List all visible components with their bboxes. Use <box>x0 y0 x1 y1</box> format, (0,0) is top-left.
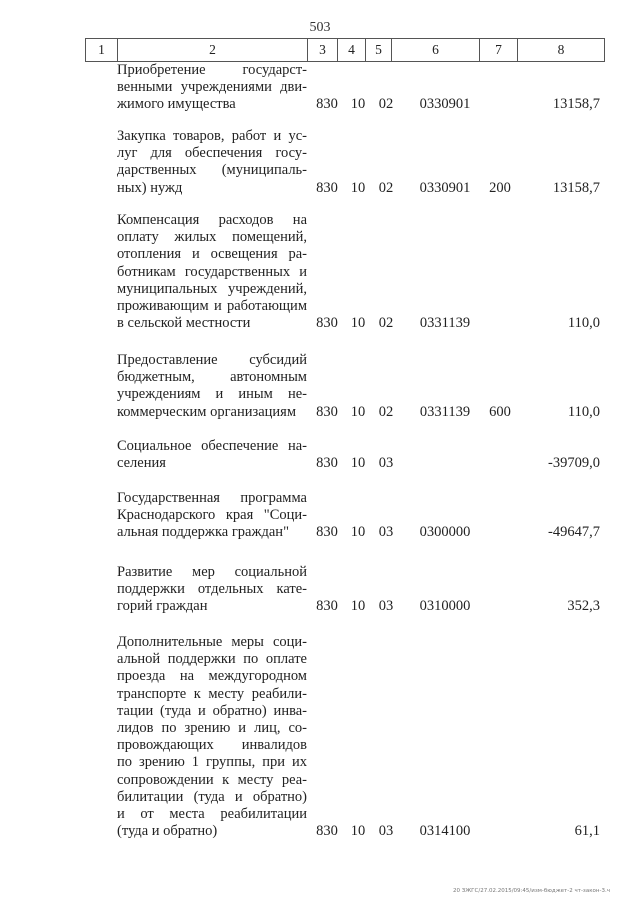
row-cell-c3: 830 <box>316 598 338 615</box>
row-name-line: Предоставление субсидий <box>117 352 307 368</box>
row-cell-c5: 02 <box>378 96 394 113</box>
row-name-line: Развитие мер социальной <box>117 564 307 580</box>
row-cell-c4: 10 <box>350 96 366 113</box>
row-cell-c8: 110,0 <box>567 315 600 332</box>
row-cell-c5: 03 <box>378 823 394 840</box>
row-cell-c4: 10 <box>350 598 366 615</box>
row-name-line: дарственных (муниципаль- <box>117 162 307 179</box>
row-cell-c3: 830 <box>316 96 338 113</box>
row-name-line: транспорте к месту реабили- <box>117 685 307 702</box>
row-name-line: оплату жилых помещений, <box>117 229 307 246</box>
row-cell-c5: 02 <box>378 403 394 420</box>
row-name-line: проезда на междугородном <box>117 668 307 685</box>
row-name-line: ботникам государственных и <box>117 263 307 280</box>
row-cell-c8: 13158,7 <box>552 179 600 196</box>
row-name-line: ных) нужд <box>117 179 183 196</box>
row-cell-c3: 830 <box>316 455 338 472</box>
row-cell-c5: 03 <box>378 524 394 541</box>
row-name <box>117 438 307 472</box>
column-header-2: 2 <box>117 39 307 61</box>
row-name-line: лидов по зрению и лиц, со- <box>117 720 307 737</box>
row-cell-c8: 61,1 <box>574 823 600 840</box>
column-header-4: 4 <box>337 39 365 61</box>
row-name-line: сопровождении к месту реа- <box>117 771 307 788</box>
page-number: 503 <box>309 20 331 35</box>
row-name-line: Закупка товаров, работ и ус- <box>117 128 307 144</box>
row-name <box>117 490 307 542</box>
row-name-line: и от места реабилитации <box>117 806 307 823</box>
row-name-line: бюджетным, автономным <box>117 369 307 386</box>
row-name-line: в сельской местности <box>117 315 251 332</box>
row-name-line: проживающим и работающим <box>117 298 307 315</box>
row-cell-c8: -39709,0 <box>548 455 600 472</box>
row-name-line: Компенсация расходов на <box>117 212 307 228</box>
row-cell-c4: 10 <box>350 524 366 541</box>
row-name-line: горий граждан <box>117 598 208 615</box>
row-name-line: селения <box>117 455 166 472</box>
row-cell-c4: 10 <box>350 403 366 420</box>
row-name <box>117 634 307 840</box>
column-header-7: 7 <box>479 39 517 61</box>
row-name <box>117 352 307 421</box>
row-name <box>117 564 307 616</box>
row-cell-c7: 600 <box>489 403 511 420</box>
row-name-line: Социальное обеспечение на- <box>117 438 307 454</box>
column-header-5: 5 <box>365 39 391 61</box>
column-header-8: 8 <box>517 39 605 61</box>
row-name <box>117 212 307 332</box>
row-name-line: поддержки отдельных кате- <box>117 581 307 598</box>
row-name-line: (туда и обратно) <box>117 823 218 840</box>
row-name-line: коммерческим организациям <box>117 403 297 420</box>
row-name-line: по зрению 1 группы, при их <box>117 754 307 771</box>
row-name-line: Дополнительные меры соци- <box>117 634 307 650</box>
row-name-line: муниципальных учреждений, <box>117 280 307 297</box>
row-name <box>117 62 307 114</box>
row-name-line: альной поддержки по оплате <box>117 651 307 668</box>
row-cell-c5: 03 <box>378 455 394 472</box>
row-name-line: учреждениям и иным не- <box>117 386 307 403</box>
row-cell-c7: 200 <box>489 179 511 196</box>
row-cell-c3: 830 <box>316 823 338 840</box>
row-cell-c8: 352,3 <box>567 598 600 615</box>
row-name-line: альная поддержка граждан" <box>117 524 289 541</box>
row-cell-c6: 0331139 <box>419 315 471 332</box>
row-cell-c3: 830 <box>316 315 338 332</box>
row-cell-c4: 10 <box>350 179 366 196</box>
row-cell-c6: 0330901 <box>419 96 471 113</box>
row-cell-c3: 830 <box>316 403 338 420</box>
row-cell-c6: 0331139 <box>419 403 471 420</box>
row-name-line: тации (туда и обратно) инва- <box>117 702 307 719</box>
row-cell-c8: 110,0 <box>567 403 600 420</box>
row-name-line: Приобретение государст- <box>117 62 307 78</box>
footer-note: 20 ЗЖГС/27.02.2015/09:45/изм-бюджет-2 чт-закон-3.ч <box>452 888 610 894</box>
row-cell-c4: 10 <box>350 315 366 332</box>
column-header-3: 3 <box>307 39 337 61</box>
row-name-line: жимого имущества <box>117 96 236 113</box>
row-name-line: билитации (туда и обратно) <box>117 788 307 805</box>
row-cell-c8: -49647,7 <box>548 524 600 541</box>
row-cell-c5: 02 <box>378 179 394 196</box>
column-header-1: 1 <box>85 39 117 61</box>
row-cell-c6: 0310000 <box>419 598 471 615</box>
row-cell-c6: 0314100 <box>419 823 471 840</box>
row-name-line: провождающих инвалидов <box>117 737 307 754</box>
row-cell-c6: 0300000 <box>419 524 471 541</box>
row-cell-c3: 830 <box>316 179 338 196</box>
row-cell-c3: 830 <box>316 524 338 541</box>
row-cell-c8: 13158,7 <box>552 96 600 113</box>
row-cell-c4: 10 <box>350 823 366 840</box>
row-cell-c6: 0330901 <box>419 179 471 196</box>
row-name-line: Государственная программа <box>117 490 307 506</box>
column-header-6: 6 <box>391 39 479 61</box>
row-name-line: отопления и освещения ра- <box>117 246 307 263</box>
row-cell-c5: 02 <box>378 315 394 332</box>
row-cell-c4: 10 <box>350 455 366 472</box>
row-name-line: луг для обеспечения госу- <box>117 145 307 162</box>
column-header-row <box>85 38 605 62</box>
row-name-line: венными учреждениями дви- <box>117 79 307 96</box>
row-name-line: Краснодарского края "Соци- <box>117 507 307 524</box>
row-cell-c5: 03 <box>378 598 394 615</box>
row-name <box>117 128 307 197</box>
